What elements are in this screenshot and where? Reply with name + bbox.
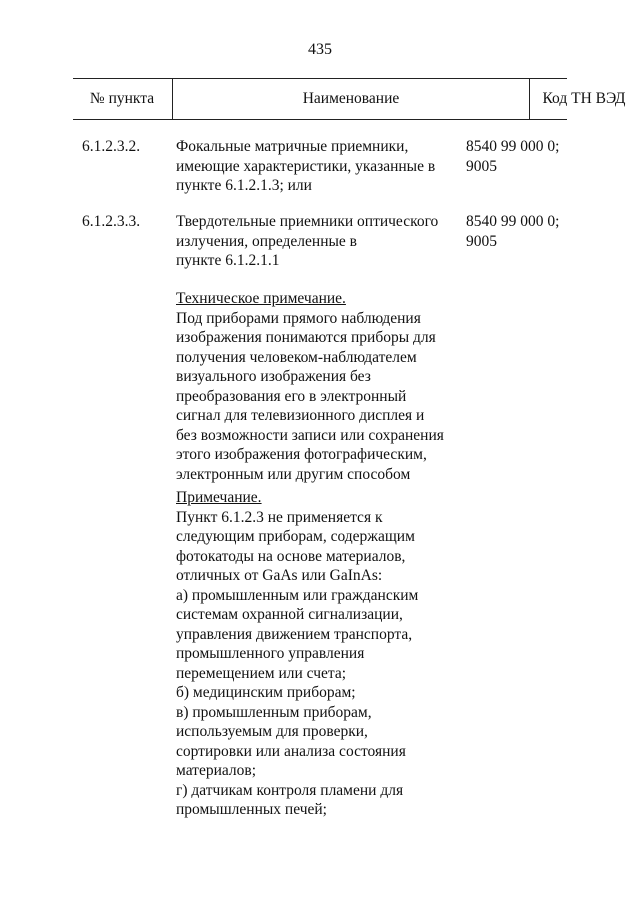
note — [176, 488, 466, 820]
row-1-number: 6.1.2.3.2. — [82, 138, 141, 155]
row-1-code: 8540 99 000 0; 9005 — [466, 138, 560, 175]
note-text: Пункт 6.1.2.3 не применяется к следующим приборам, содержащим фотокатоды на основе материалов, отличных от GaAs или GaInAs: а) промышленным или гражданским системам охранной сигнализации, управления движением транспорта, промышленного управления перемещением или счета; б) медицинским приборам; в) промышленным приборам, используемым для проверки, сортировки или анализа состояния материалов; г) датчикам контроля пламени для промышленных печей; — [176, 508, 419, 818]
row-1-name: Фокальные матричные приемники, имеющие характеристики, указанные в пункте 6.1.2.1.3; или — [176, 138, 436, 194]
header-item-code: Код ТН ВЭД — [542, 90, 626, 107]
technical-note-title: Техническое примечание. — [176, 290, 346, 307]
note-title: Примечание. — [176, 489, 262, 506]
row-2-name: Твердотельные приемники оптического излучения, определенные в пункте 6.1.2.1.1 — [176, 213, 439, 269]
header-item-number: № пункта — [89, 90, 155, 107]
page-number: 435 — [308, 41, 332, 58]
technical-note-text: Под приборами прямого наблюдения изображения понимаются приборы для получения человеком-наблюдателем визуального изображения без преобразования его в электронный сигнал для телевизионного дисплея и без возможности записи или сохранения этого изображения фотографическим, электронным или другим способом — [176, 309, 444, 483]
row-2-code: 8540 99 000 0; 9005 — [466, 213, 560, 250]
row-2-number: 6.1.2.3.3. — [82, 213, 141, 230]
technical-note — [176, 289, 466, 484]
header-item-name: Наименование — [172, 79, 530, 119]
table-header — [73, 78, 626, 120]
